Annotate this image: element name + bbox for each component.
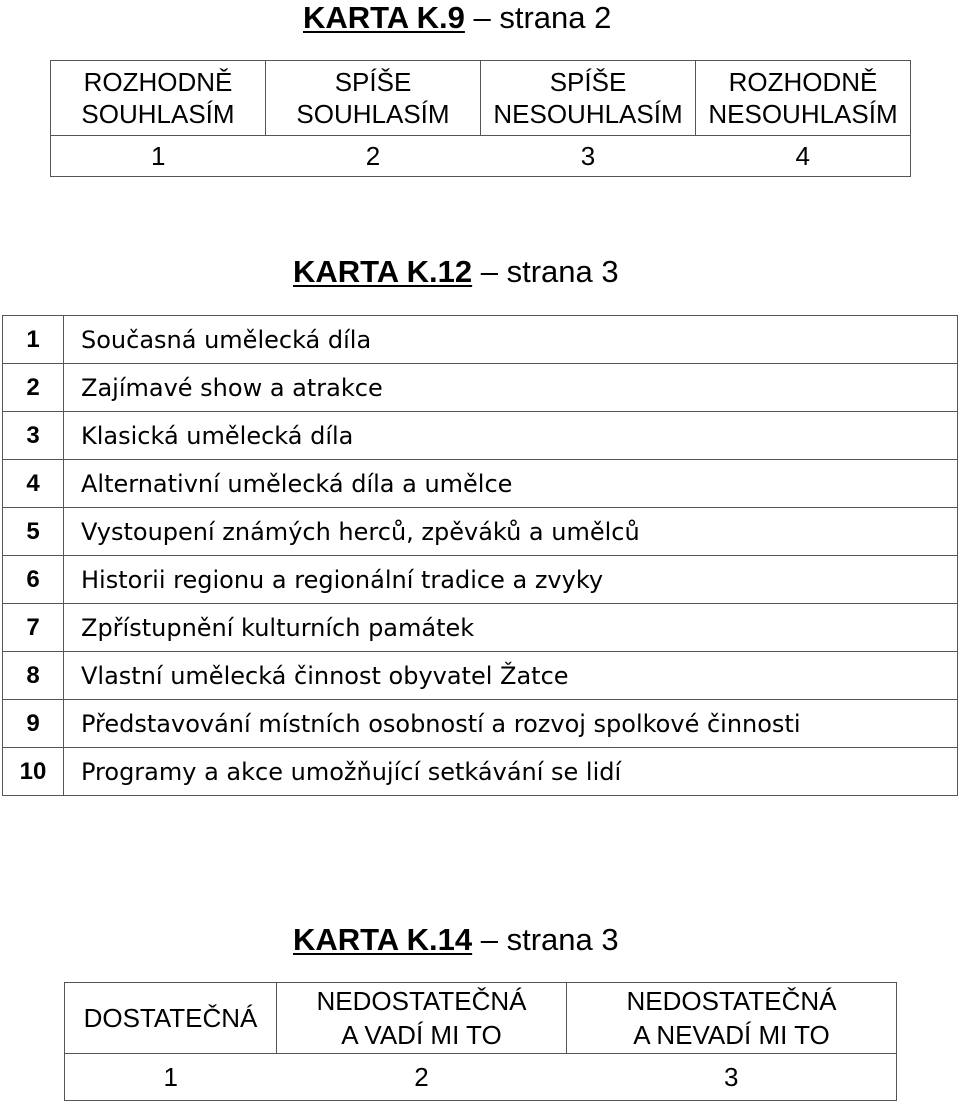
karta-12-table	[2, 315, 958, 796]
table-row	[3, 316, 958, 364]
row-number: 5	[3, 508, 64, 556]
table-row	[3, 412, 958, 460]
karta-9-title: KARTA K.9	[303, 0, 465, 35]
row-number: 1	[3, 316, 64, 364]
karta-9-header-cell: ROZHODNĚ NESOUHLASÍM	[696, 61, 911, 136]
karta-9-number: 3	[481, 136, 696, 177]
row-number: 2	[3, 364, 64, 412]
row-number: 7	[3, 604, 64, 652]
row-number: 4	[3, 460, 64, 508]
row-number: 9	[3, 700, 64, 748]
karta-14-table	[64, 982, 897, 1101]
karta-14-header-cell: NEDOSTATEČNÁ A NEVADÍ MI TO	[567, 983, 897, 1054]
table-row	[3, 556, 958, 604]
table-row	[3, 604, 958, 652]
karta-9-heading	[303, 2, 611, 33]
karta-14-header-cell: NEDOSTATEČNÁ A VADÍ MI TO	[277, 983, 567, 1054]
row-number: 10	[3, 748, 64, 796]
table-row	[3, 364, 958, 412]
table-row	[3, 748, 958, 796]
karta-9-page: – strana 2	[464, 0, 612, 35]
row-number: 8	[3, 652, 64, 700]
karta-12-title: KARTA K.12	[293, 254, 473, 289]
karta-14-number: 1	[65, 1054, 277, 1101]
row-number: 3	[3, 412, 64, 460]
row-text: Vlastní umělecká činnost obyvatel Žatce	[64, 652, 958, 700]
row-text: Alternativní umělecká díla a umělce	[64, 460, 958, 508]
karta-14-number: 3	[567, 1054, 897, 1101]
row-text: Představování místních osobností a rozvoj spolkové činnosti	[64, 700, 958, 748]
row-text: Zpřístupnění kulturních památek	[64, 604, 958, 652]
table-row	[3, 508, 958, 556]
karta-9-table	[50, 60, 911, 177]
row-text: Programy a akce umožňující setkávání se lidí	[64, 748, 958, 796]
row-text: Vystoupení známých herců, zpěváků a umělců	[64, 508, 958, 556]
table-row	[3, 652, 958, 700]
row-text: Zajímavé show a atrakce	[64, 364, 958, 412]
karta-14-heading	[293, 924, 619, 955]
karta-14-page: – strana 3	[472, 922, 619, 957]
karta-9-header-cell: SPÍŠE NESOUHLASÍM	[481, 61, 696, 136]
karta-9-number: 2	[266, 136, 481, 177]
karta-14-title: KARTA K.14	[293, 922, 473, 957]
row-number: 6	[3, 556, 64, 604]
karta-12-page: – strana 3	[472, 254, 619, 289]
karta-9-number: 4	[696, 136, 911, 177]
karta-9-number: 1	[51, 136, 266, 177]
karta-9-header-cell: SPÍŠE SOUHLASÍM	[266, 61, 481, 136]
karta-12-heading	[293, 256, 619, 287]
row-text: Historii regionu a regionální tradice a zvyky	[64, 556, 958, 604]
karta-9-header-cell: ROZHODNĚ SOUHLASÍM	[51, 61, 266, 136]
karta-14-number: 2	[277, 1054, 567, 1101]
row-text: Klasická umělecká díla	[64, 412, 958, 460]
row-text: Současná umělecká díla	[64, 316, 958, 364]
table-row	[3, 700, 958, 748]
table-row	[3, 460, 958, 508]
karta-14-header-cell: DOSTATEČNÁ	[65, 983, 277, 1054]
